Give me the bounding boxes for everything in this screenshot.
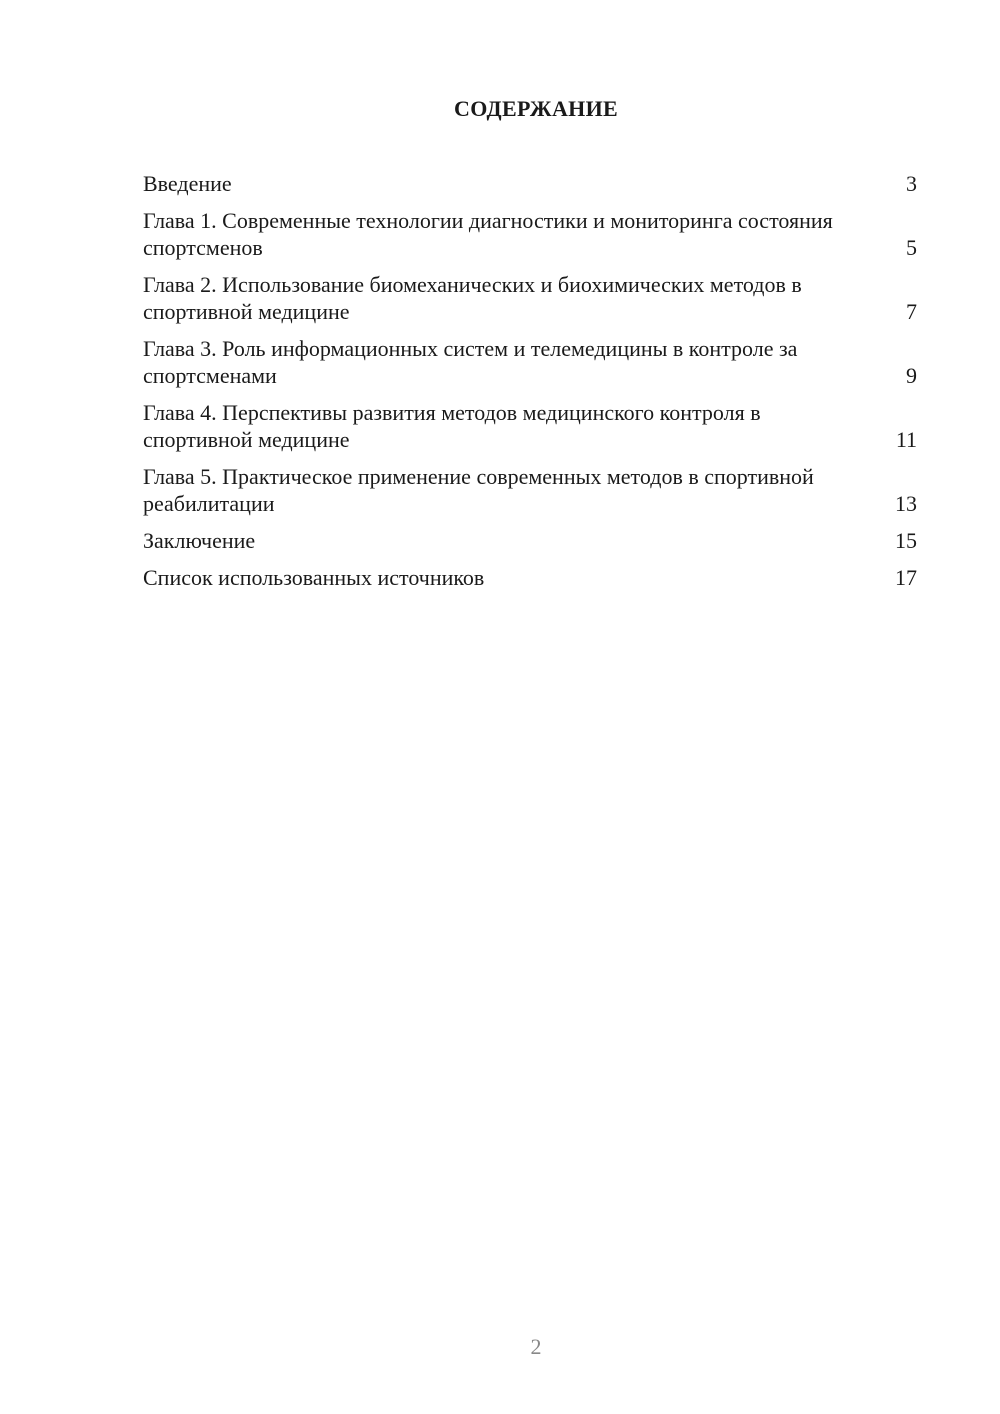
toc-entry-chapter-3[interactable] xyxy=(143,335,919,389)
toc-list xyxy=(143,170,919,601)
toc-entry-references[interactable] xyxy=(143,564,919,591)
toc-entry-title: Глава 4. Перспективы развития методов медицинского контроля в спортивной медицине xyxy=(143,400,761,452)
page-number: 2 xyxy=(530,1334,542,1359)
toc-entry-title: Введение xyxy=(143,171,232,196)
toc-entry-title: Глава 5. Практическое применение современных методов в спортивной реабилитации xyxy=(143,464,814,516)
toc-entry-title: Заключение xyxy=(143,528,256,553)
toc-entry-page: 17 xyxy=(895,565,917,590)
toc-entry-page: 3 xyxy=(906,171,917,196)
toc-entry-page: 13 xyxy=(895,491,917,516)
toc-entry-chapter-5[interactable] xyxy=(143,463,919,517)
toc-entry-conclusion[interactable] xyxy=(143,527,919,554)
toc-entry-title: Глава 3. Роль информационных систем и телемедицины в контроле за спортсменами xyxy=(143,336,798,388)
toc-entry-page: 7 xyxy=(906,299,917,324)
toc-entry-page: 11 xyxy=(895,427,917,452)
toc-heading: СОДЕРЖАНИЕ xyxy=(454,96,618,121)
toc-entry-chapter-4[interactable] xyxy=(143,399,919,453)
toc-entry-title: Список использованных источников xyxy=(143,565,485,590)
toc-entry-page: 5 xyxy=(906,235,917,260)
toc-entry-page: 15 xyxy=(895,528,917,553)
toc-entry-title: Глава 1. Современные технологии диагностики и мониторинга состояния спортсменов xyxy=(143,208,833,260)
toc-entry-chapter-1[interactable] xyxy=(143,207,919,261)
toc-entry-chapter-2[interactable] xyxy=(143,271,919,325)
toc-entry-introduction[interactable] xyxy=(143,170,919,197)
toc-entry-page: 9 xyxy=(906,363,917,388)
toc-entry-title: Глава 2. Использование биомеханических и биохимических методов в спортивной медицине xyxy=(143,272,802,324)
